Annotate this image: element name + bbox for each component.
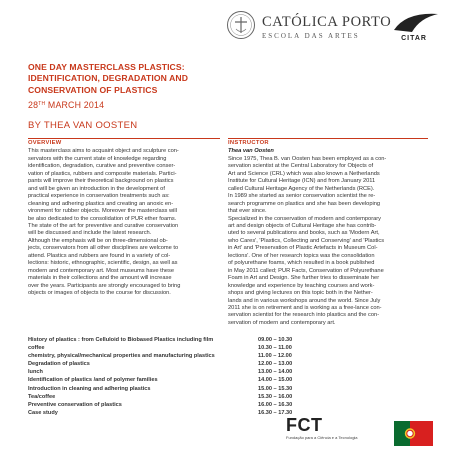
body-text-line: identification, degradation, curative and preventive conser- — [28, 163, 176, 170]
body-text-line: modern and contemporary art. Most museums have these — [28, 267, 175, 274]
date-day: 28 — [28, 100, 39, 110]
body-text-line: vation of plastics, rubbers and composite materials. Partici- — [28, 170, 177, 177]
schedule-time: 16.30 – 17.30 — [258, 409, 293, 416]
title-line: IDENTIFICATION, DEGRADATION AND — [28, 73, 189, 84]
body-text-line: knowledge and experience by teaching courses and work- — [228, 282, 375, 289]
body-text-line: jects, conservators from all other disciplines are welcome to — [28, 245, 179, 252]
schedule-row — [28, 401, 368, 409]
author-line: BY THEA VAN OOSTEN — [28, 120, 138, 131]
body-text-line: In 1989 she started as senior conservation scientist the re- — [228, 193, 376, 200]
schedule-table — [28, 336, 368, 417]
body-text-line: 2011 she is on retirement and is working as a free-lance con- — [228, 304, 382, 311]
body-text-line: servators with the current state of knowledge regarding — [28, 155, 167, 162]
schedule-row — [28, 344, 368, 352]
body-text-line: in May 2011 called; PUR Facts, Conservation of Polyurethane — [228, 267, 384, 274]
schedule-time: 16.00 – 16.30 — [258, 401, 293, 408]
schedule-time: 15.00 – 15.30 — [258, 385, 293, 392]
fct-name: FCT — [286, 415, 323, 435]
body-text-line: practical experience in conservation treatments such as: — [28, 193, 170, 200]
schedule-time: 14.00 – 15.00 — [258, 377, 293, 384]
schedule-item: Preventive conservation of plastics — [28, 401, 122, 408]
schedule-time: 12.00 – 13.00 — [258, 361, 293, 368]
body-text-line: art and design objects of Cultural Heritage she has contrib- — [228, 222, 377, 229]
schedule-row — [28, 360, 368, 368]
overview-column — [28, 138, 220, 298]
body-text-line: uted to several publications and books, such as 'Modern Art, — [228, 230, 380, 237]
schedule-row — [28, 393, 368, 401]
fct-logo — [286, 416, 358, 440]
schedule-row — [28, 352, 368, 360]
schedule-item: History of plastics : from Celluloid to Biobased Plastics including film — [28, 337, 214, 343]
schedule-item: coffee — [28, 345, 45, 352]
body-text-line: servation scientist for the research into plastics and the con- — [228, 312, 380, 319]
schedule-time: 11.00 – 12.00 — [258, 353, 292, 360]
event-date — [28, 100, 104, 110]
body-text-line: servation of modern and contemporary art. — [228, 319, 336, 326]
body-text-line: Foam in Art and Design. She further tries to disseminate her — [228, 275, 380, 282]
citar-wordmark: CITAR — [401, 35, 427, 42]
body-text-line: that ever since. — [228, 208, 267, 215]
schedule-item: chemistry, physical/mechanical properties and manufacturing plastics — [28, 353, 215, 360]
fct-subtitle: Fundação para a Ciência e a Tecnologia — [286, 435, 358, 440]
body-text-line: objects or images of objects to the course for discussion. — [28, 290, 171, 297]
portugal-flag-icon — [394, 421, 433, 446]
overview-body — [28, 148, 220, 297]
title-line: CONSERVATION OF PLASTICS — [28, 84, 158, 95]
body-text-line: who Cares', 'Plastics, Collecting and Conserving' and 'Plastics — [228, 237, 385, 244]
page-title — [28, 62, 328, 96]
body-text-line: will be discussed and include the latest research. — [28, 230, 152, 237]
title-line: ONE DAY MASTERCLASS PLASTICS: — [28, 62, 185, 72]
schedule-item: Identification of plastics /and of polymer families — [28, 377, 158, 384]
schedule-time: 10.30 – 11.00 — [258, 345, 292, 352]
body-text-line: and will be given an introduction in the development of — [28, 185, 165, 192]
overview-heading: OVERVIEW — [28, 138, 220, 147]
body-text-line: over the years. Participants are strongly encouraged to bring — [28, 282, 181, 289]
body-text-line: Art and Science (CRL) which was also known a Netherlands — [228, 170, 380, 177]
body-text-line: Institute for Cultural Heritage (ICN) and from January 2011 — [228, 178, 376, 185]
schedule-time: 13.00 – 14.00 — [258, 369, 293, 376]
schedule-item: lunch — [28, 369, 43, 376]
schedule-row — [28, 376, 368, 384]
body-text-line: This masterclass aims to acquaint object and sculpture con- — [28, 148, 179, 155]
header-logos — [0, 8, 452, 44]
body-text-line: called Cultural Heritage Agency of the Netherlands (RCE). — [228, 185, 375, 192]
body-text-line: Since 1975, Thea B. van Oosten has been employed as a con- — [228, 155, 387, 162]
schedule-item: Case study — [28, 409, 58, 416]
body-text-line: cleaning and adhering plastics and creating an anoxic en- — [28, 200, 174, 207]
instructor-heading: INSTRUCTOR — [228, 138, 428, 147]
schedule-row — [28, 385, 368, 393]
catolica-seal-icon — [226, 10, 256, 40]
body-text-line: The state of the art for preventive and curative conservation — [28, 222, 179, 229]
schedule-row — [28, 368, 368, 376]
schedule-row — [28, 336, 368, 344]
body-text-line: of polyurethane foams, which resulted in a book published — [228, 260, 375, 267]
body-text-line: lands and in various workshops around the world. Since July — [228, 297, 381, 304]
schedule-item: Introduction in cleaning and adhering plastics — [28, 385, 151, 392]
schedule-time: 15.30 – 16.00 — [258, 393, 293, 400]
brand-name: CATÓLICA PORTO — [262, 14, 392, 30]
body-text-line: be also dedicated to the consolidation of PUR ether foams. — [28, 215, 177, 222]
date-suffix: TH — [38, 101, 46, 107]
body-text-line: shops and giving lectures on this topic both in the Nether- — [228, 290, 373, 297]
body-text-line: lections'. One of her research topics was the consolidation — [228, 252, 375, 259]
instructor-column — [228, 138, 428, 327]
body-text-line: Specialized in the conservation of modern and contemporary — [228, 215, 382, 222]
body-text-line: in Art' and 'Preservation of Plastic Artefacts in Museum Col- — [228, 245, 378, 252]
schedule-item: Tea/coffee — [28, 393, 56, 400]
body-text-line: search programme on plastics and she has been developing — [228, 200, 381, 207]
body-text-line: servation scientist at the Central Laboratory for Objects of — [228, 163, 374, 170]
body-text-line: materials in their collections and the amount will increase — [28, 275, 172, 282]
body-text-line: attend. Plastics and rubbers are found in a variety of col- — [28, 252, 171, 259]
instructor-name: Thea van Oosten — [228, 148, 274, 155]
body-text-line: Although the emphasis will be on three-dimensional ob- — [28, 237, 168, 244]
brand-subtitle: ESCOLA DAS ARTES — [262, 32, 360, 40]
body-text-line: lections: historic, ethnographic, scientific, design, as well as — [28, 260, 178, 267]
body-text-line: vironment for rubber objects. Moreover the masterclass will — [28, 208, 177, 215]
schedule-item: Degradation of plastics — [28, 361, 90, 368]
body-text-line: pants will improve their theoretical background on plastics — [28, 178, 174, 185]
citar-logo-icon — [392, 10, 442, 42]
date-month-year: MARCH 2014 — [45, 100, 105, 110]
instructor-body — [228, 156, 428, 327]
catolica-logo — [262, 14, 391, 40]
schedule-time: 09.00 – 10.30 — [258, 337, 293, 343]
